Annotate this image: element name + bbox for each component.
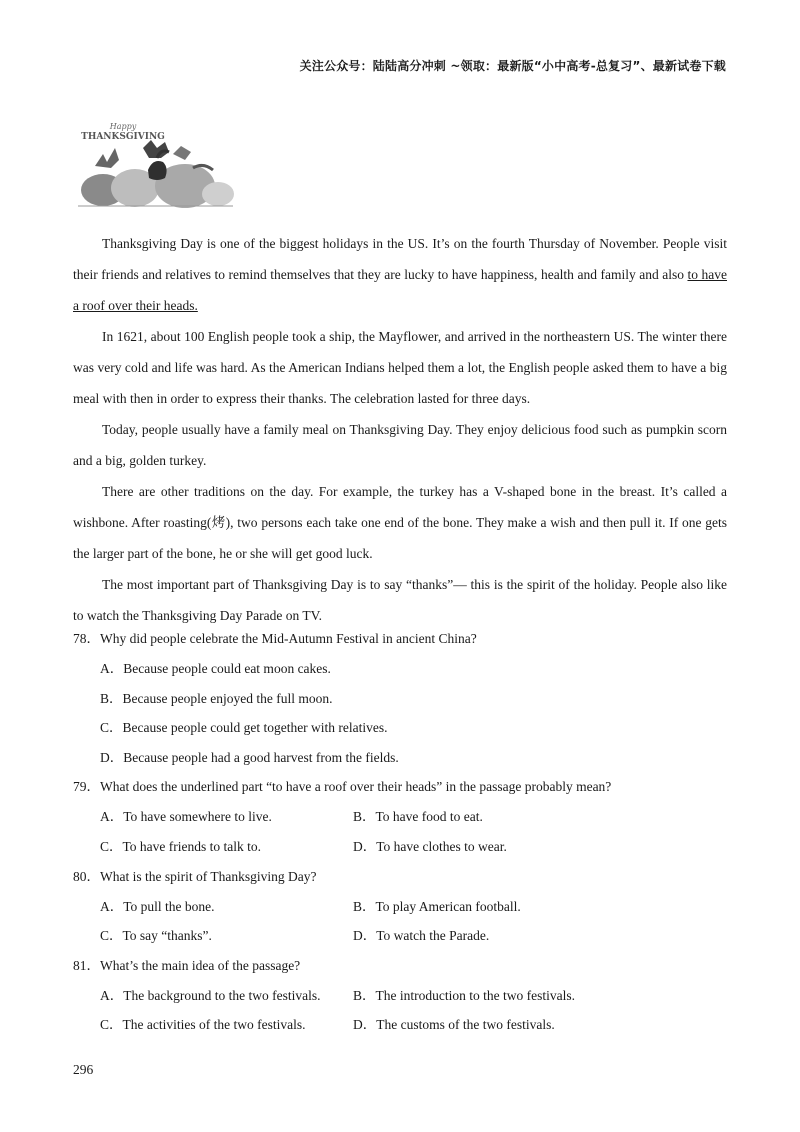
question-81-option-c: C．The activities of the two festivals. [100, 1017, 306, 1033]
question-81-row-1 [73, 981, 727, 1011]
question-79-option-b: B．To have food to eat. [353, 809, 483, 825]
question-78-option-b: B．Because people enjoyed the full moon. [100, 690, 333, 706]
question-78-option-d: D．Because people had a good harvest from the fields. [100, 749, 399, 765]
passage-paragraph-5: The most important part of Thanksgiving Day is to say “thanks”— this is the spirit of the holiday. People also like to watch the Thanksgiving Day Parade on TV. [73, 577, 727, 623]
passage-paragraph-3: Today, people usually have a family meal on Thanksgiving Day. They enjoy delicious food such as pumpkin scorn and a big, golden turkey. [73, 422, 727, 468]
question-79-option-a: A．To have somewhere to live. [100, 809, 272, 825]
passage-paragraph-4: There are other traditions on the day. For example, the turkey has a V-shaped bone in the breast. It’s called a wishbone. After roasting(烤), two persons each take one end of the bone. They make a wish and then pull it. If one gets the larger part of the bone, he or she will get good luck. [73, 484, 727, 561]
illustration-big-text: THANKSGIVING [81, 132, 165, 142]
question-78-option-a: A．Because people could eat moon cakes. [100, 661, 331, 676]
question-80-option-d: D．To watch the Parade. [353, 928, 490, 944]
passage-paragraph-2: In 1621, about 100 English people took a ship, the Mayflower, and arrived in the northeastern US. The winter there was very cold and life was hard. As the American Indians helped them a lot, the English people asked them to have a big meal with then in order to express their thanks. The celebration lasted for three days. [73, 329, 727, 406]
question-78-option-c: C．Because people could get together with relatives. [100, 720, 388, 736]
question-80-option-b: B．To play American football. [353, 898, 521, 914]
underlined-phrase: to have a roof over their heads. [73, 267, 727, 313]
page-number: 296 [73, 1062, 94, 1077]
question-80-stem: 80．What is the spirit of Thanksgiving Day? [73, 868, 317, 884]
question-78-stem: 78．Why did people celebrate the Mid-Autumn Festival in ancient China? [73, 631, 477, 646]
question-80-option-a: A．To pull the bone. [100, 898, 215, 914]
question-81-option-d: D．The customs of the two festivals. [353, 1017, 555, 1033]
question-79-option-d: D．To have clothes to wear. [353, 838, 507, 854]
thanksgiving-illustration [73, 118, 238, 213]
question-81-row-2 [73, 1010, 727, 1040]
pumpkin-scene-icon [78, 140, 234, 208]
question-79-row-2 [73, 832, 727, 862]
passage-paragraph-1: Thanksgiving Day is one of the biggest holidays in the US. It’s on the fourth Thursday of November. People visit their friends and relatives to remind themselves that they are lucky to have happiness, health and family and also to have a roof over their heads. [73, 236, 727, 313]
question-80-row-1 [73, 892, 727, 922]
question-80-row-2 [73, 921, 727, 951]
illustration-small-text: Happy [109, 122, 137, 131]
question-81-option-a: A．The background to the two festivals. [100, 987, 321, 1003]
question-81-option-b: B．The introduction to the two festivals. [353, 987, 575, 1003]
question-81-stem: 81．What’s the main idea of the passage? [73, 957, 301, 973]
question-79-stem: 79．What does the underlined part “to have a roof over their heads” in the passage probably mean? [73, 779, 612, 795]
question-79-row-1 [73, 802, 727, 832]
reading-passage [73, 228, 727, 631]
questions-section [73, 624, 727, 1040]
header-banner: 关注公众号：陆陆高分冲刺 ~领取：最新版“小中高考-总复习”、最新试卷下载 [299, 59, 726, 73]
question-79-option-c: C．To have friends to talk to. [100, 838, 262, 854]
question-80-option-c: C．To say “thanks”. [100, 928, 212, 944]
